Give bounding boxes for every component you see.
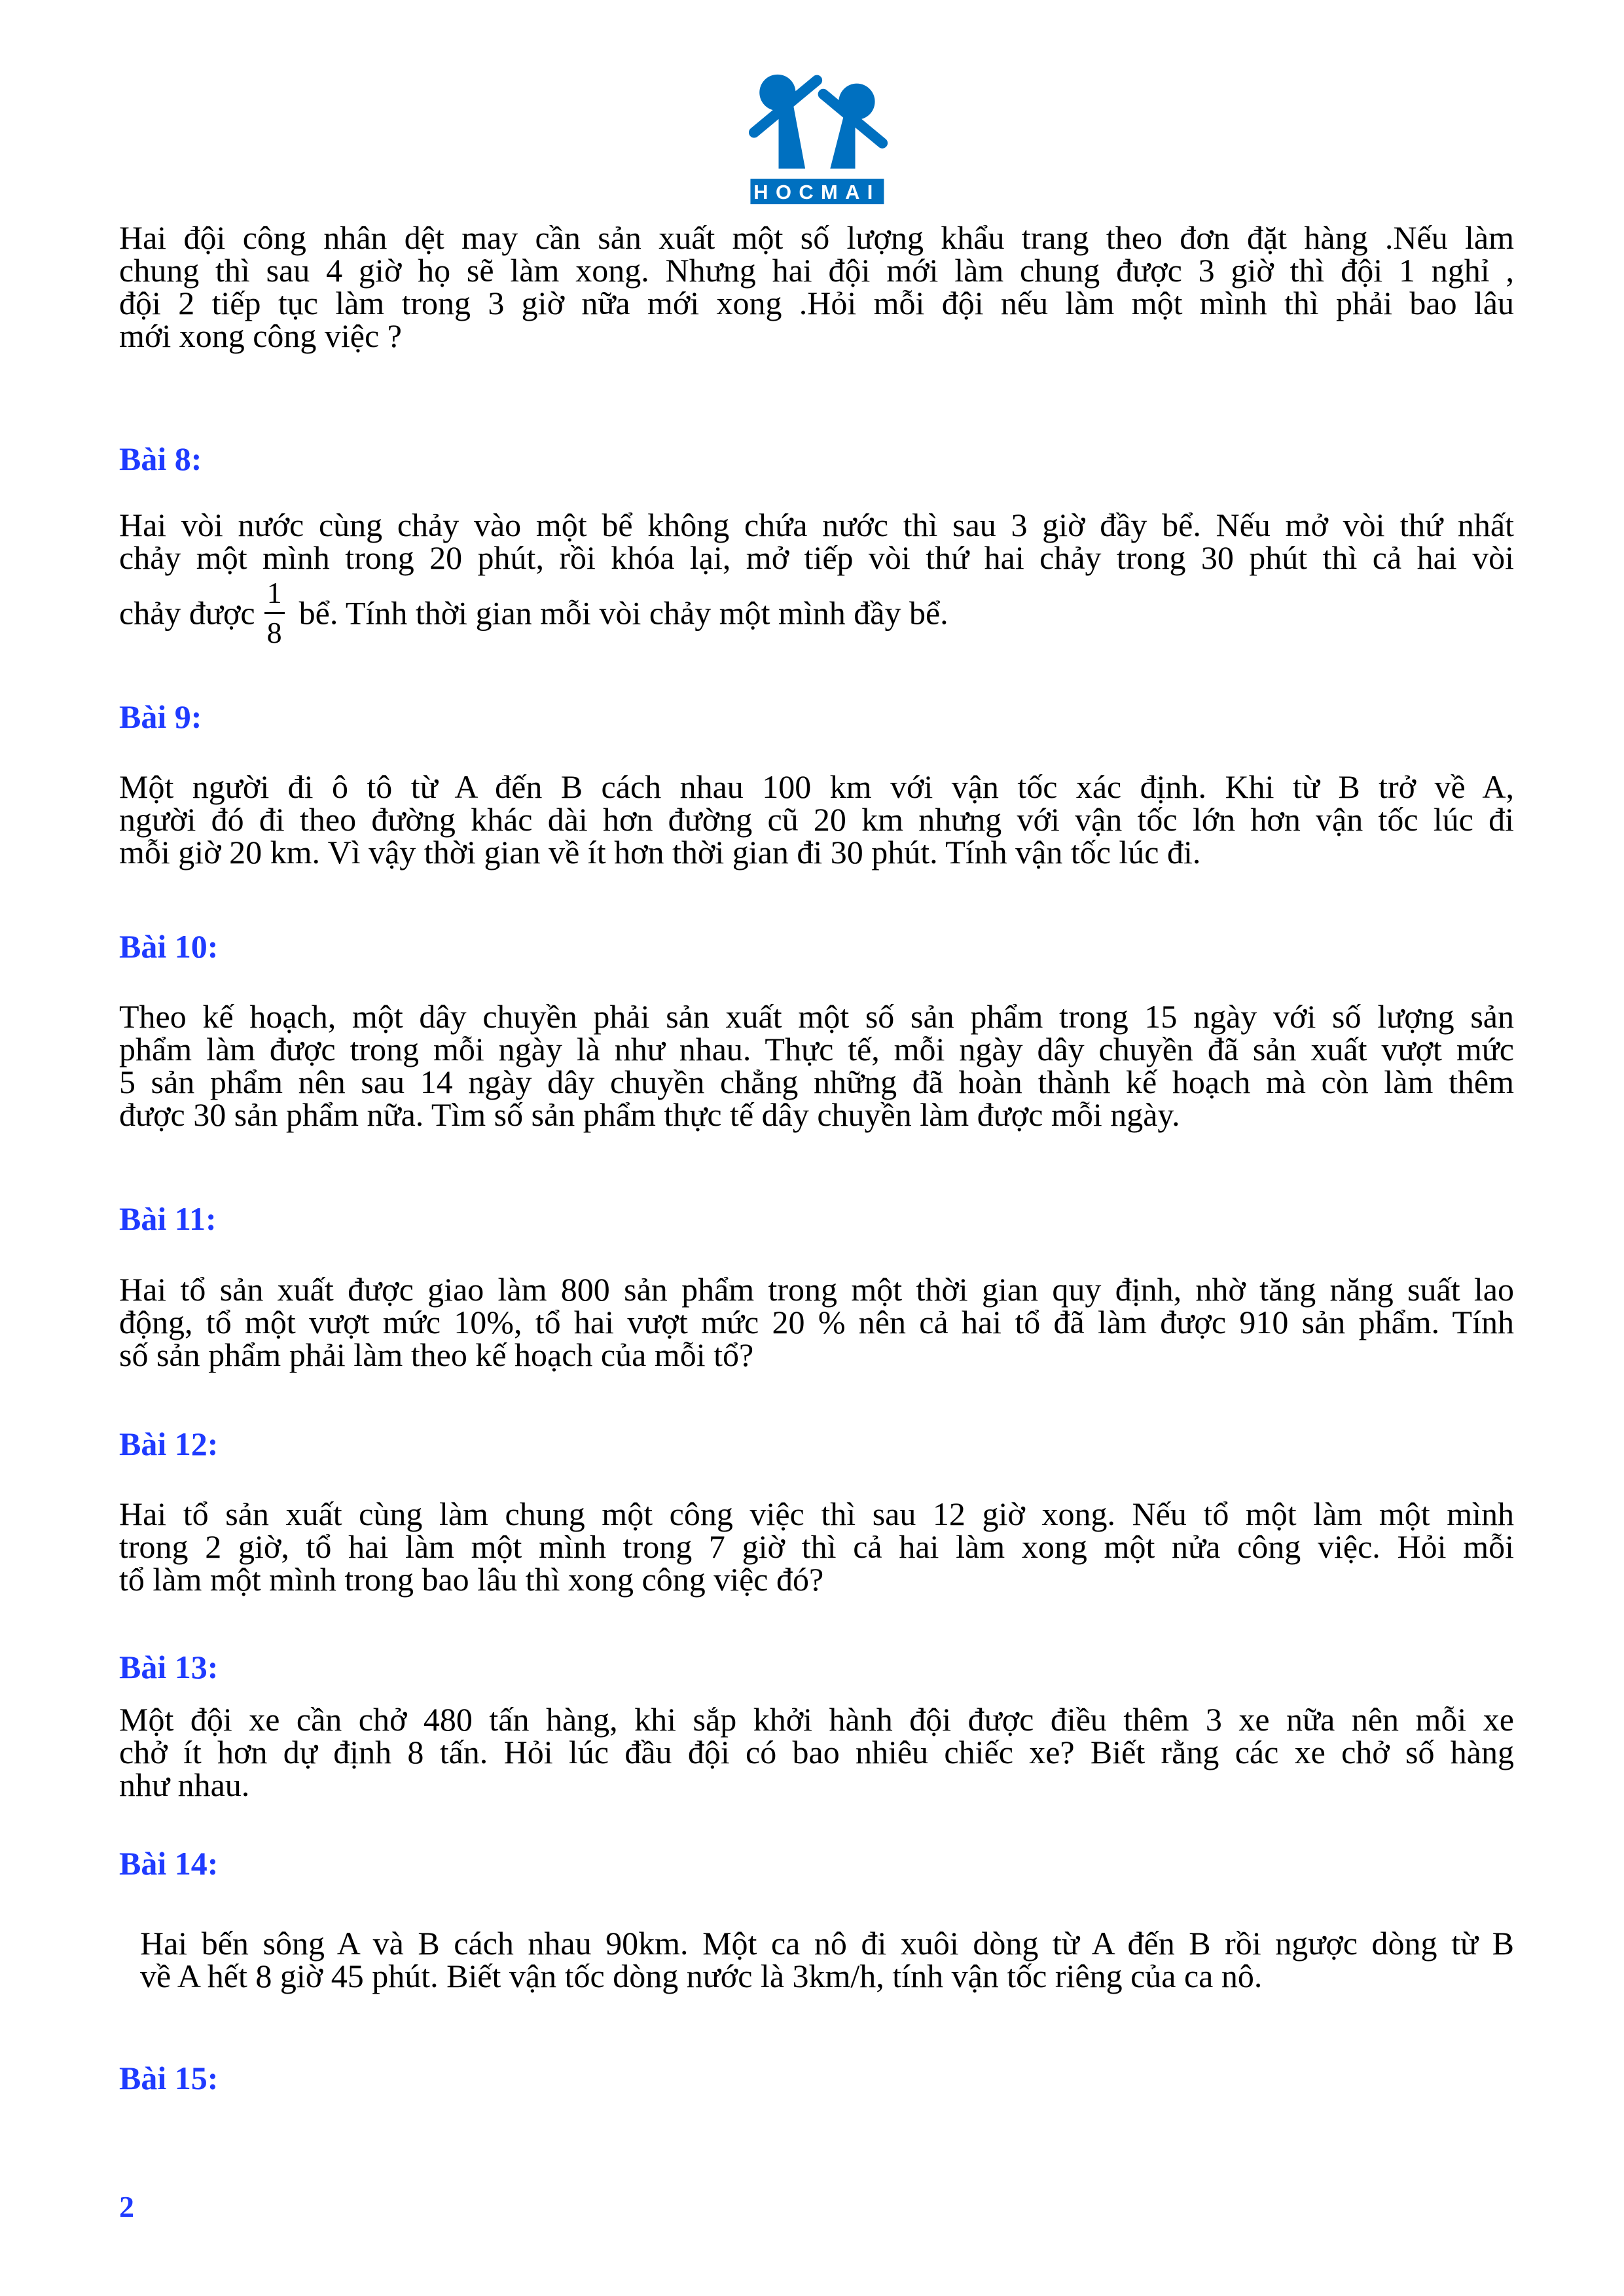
fraction-denominator: 8 (266, 616, 282, 649)
problem-heading-9: Bài 9: (119, 698, 202, 735)
problem-12-text (119, 1492, 1514, 1598)
text-line: đội 2 tiếp tục làm trong 3 giờ nữa mới xong .Hỏi mỗi đội nếu làm một mình thì phải bao lâu (119, 285, 1514, 321)
problem-heading-10: Bài 10: (119, 928, 219, 965)
problem-heading-13: Bài 13: (119, 1649, 219, 1685)
svg-text:HOCMAI: HOCMAI (753, 180, 880, 204)
text-line: Một đội xe cần chở 480 tấn hàng, khi sắp khởi hành đội được điều thêm 3 xe nữa nên mỗi xe (119, 1701, 1514, 1738)
text-line: chở ít hơn dự định 8 tấn. Hỏi lúc đầu đội có bao nhiêu chiếc xe? Biết rằng các xe chở số hàng (119, 1734, 1514, 1770)
problem-13-text (119, 1695, 1514, 1803)
text-line: Một người đi ô tô từ A đến B cách nhau 100 km với vận tốc xác định. Khi từ B trở về A, (119, 768, 1514, 805)
problem-9-text (119, 762, 1514, 870)
text-line: như nhau. (119, 1767, 250, 1803)
text-line: động, tổ một vượt mức 10%, tổ hai vượt mức 20 % nên cả hai tổ đã làm được 910 sản phẩm. Tính (119, 1304, 1514, 1340)
fraction (264, 578, 285, 648)
text-line: Hai tổ sản xuất cùng làm chung một công việc thì sau 12 giờ xong. Nếu tổ một làm một mình (119, 1496, 1514, 1532)
text-line: Hai vòi nước cùng chảy vào một bể không chứa nước thì sau 3 giờ đầy bể. Nếu mở vòi thứ nhất (119, 507, 1514, 543)
hocmai-logo (732, 58, 902, 218)
text-line: Hai tổ sản xuất được giao làm 800 sản phẩm trong một thời gian quy định, nhờ tăng năng suất lao (119, 1271, 1514, 1308)
problem-8-text (119, 501, 1514, 648)
problem-heading-8: Bài 8: (119, 440, 202, 477)
text-line: Hai bến sông A và B cách nhau 90km. Một ca nô đi xuôi dòng từ A đến B rồi ngược dòng từ B (140, 1925, 1514, 1962)
text-line: Theo kế hoạch, một dây chuyền phải sản xuất một số sản phẩm trong 15 ngày với số lượng sản (119, 998, 1514, 1035)
problem-10-text (119, 994, 1514, 1133)
text-line: mới xong công việc ? (119, 317, 402, 354)
problem-heading-15: Bài 15: (119, 2060, 219, 2096)
problem-11-text (119, 1267, 1514, 1373)
text-line: Hai đội công nhân dệt may cần sản xuất một số lượng khẩu trang theo đơn đặt hàng .Nếu làm (119, 219, 1514, 256)
text-line: chảy một mình trong 20 phút, rồi khóa lại, mở tiếp vòi thứ hai chảy trong 30 phút thì cả hai vòi (119, 539, 1514, 576)
text-line: mỗi giờ 20 km. Vì vậy thời gian về ít hơn thời gian đi 30 phút. Tính vận tốc lúc đi. (119, 834, 1201, 870)
text-fragment: chảy được (119, 594, 255, 632)
problem-heading-14: Bài 14: (119, 1845, 219, 1882)
text-line: số sản phẩm phải làm theo kế hoạch của mỗi tổ? (119, 1336, 754, 1373)
fraction-numerator: 1 (264, 578, 285, 614)
text-line: trong 2 giờ, tổ hai làm một mình trong 7 giờ thì cả hai làm xong một nửa công việc. Hỏi mỗi (119, 1528, 1514, 1565)
text-line: phẩm làm được trong mỗi ngày là như nhau. Thực tế, mỗi ngày dây chuyền đã sản xuất vượt mức (119, 1031, 1514, 1067)
problem-14-text (140, 1912, 1514, 1994)
problem-heading-11: Bài 11: (119, 1200, 217, 1237)
text-line (119, 578, 1514, 648)
text-line: chung thì sau 4 giờ họ sẽ làm xong. Nhưng hai đội mới làm chung được 3 giờ thì đội 1 nghỉ , (119, 252, 1514, 289)
text-line: tổ làm một mình trong bao lâu thì xong công việc đó? (119, 1561, 824, 1598)
intro-paragraph (119, 213, 1514, 354)
text-line: người đó đi theo đường khác dài hơn đường cũ 20 km nhưng với vận tốc lớn hơn vận tốc lúc đi (119, 801, 1514, 838)
page-number: 2 (119, 2190, 134, 2223)
text-line: 5 sản phẩm nên sau 14 ngày dây chuyền chẳng những đã hoàn thành kế hoạch mà còn làm thêm (119, 1064, 1514, 1100)
text-fragment: bể. Tính thời gian mỗi vòi chảy một mình đầy bể. (298, 594, 948, 632)
text-line: về A hết 8 giờ 45 phút. Biết vận tốc dòng nước là 3km/h, tính vận tốc riêng của ca nô. (140, 1958, 1263, 1994)
problem-heading-12: Bài 12: (119, 1426, 219, 1462)
text-line: được 30 sản phẩm nữa. Tìm số sản phẩm thực tế dây chuyền làm được mỗi ngày. (119, 1096, 1180, 1133)
